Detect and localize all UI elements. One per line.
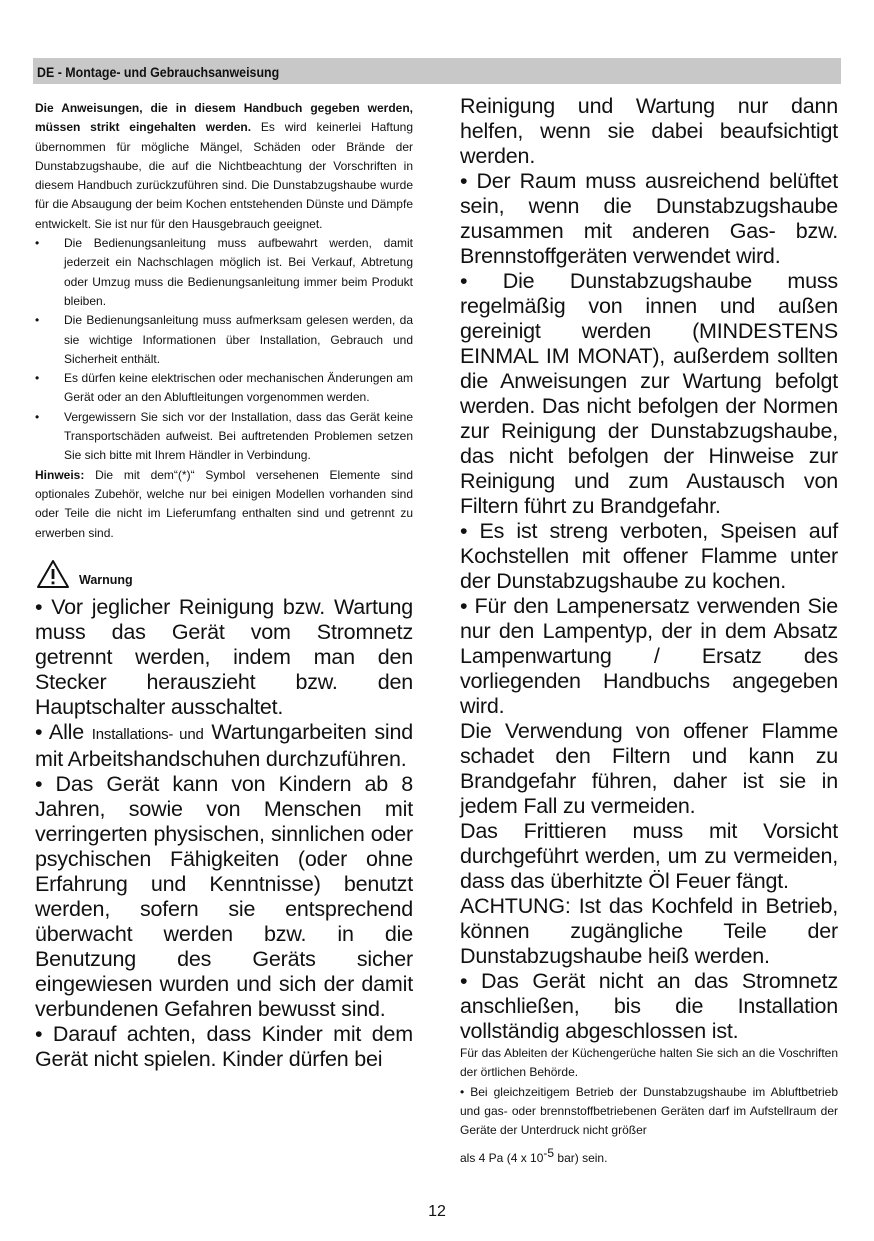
warning-text bbox=[35, 595, 413, 1072]
list-item: • Die Bedienungsanleitung muss aufbewahrt werden, damit jederzeit ein Nachschlagen möglich ist. Bei Verkauf, Abtretung oder Umzug muss die Bedienungsanleitung immer beim Produkt bleiben. bbox=[35, 236, 413, 308]
warning-paragraph: • Die Dunstabzugshaube muss regelmäßig von innen und außen gereinigt werden (MINDESTENS EINMAL IM MONAT), außerdem sollten die Anweisungen zur Wartung befolgt werden. Das nicht befolgen der Normen zur Reinigung der Dunstabzugshaube, das nicht befolgen der Hinweise zur Reinigung und zum Austausch von Filtern führt zu Brandgefahr. bbox=[460, 269, 838, 518]
warning-paragraph: Reinigung und Wartung nur dann helfen, wenn sie dabei beaufsichtigt werden. bbox=[460, 94, 838, 168]
intro-paragraph bbox=[35, 99, 413, 234]
warning-paragraph: Die Verwendung von offener Flamme schadet den Filtern und kann zu Brandgefahr führen, daher ist sie in jedem Fall zu vermeiden. bbox=[460, 719, 838, 818]
page-number: 12 bbox=[428, 1203, 446, 1220]
warning-triangle-icon bbox=[36, 559, 70, 589]
note-paragraph bbox=[35, 466, 413, 543]
list-item: • Die Bedienungsanleitung muss aufmerksam gelesen werden, da sie wichtige Informationen über Installation, Gebrauch und Sicherheit enthält. bbox=[35, 313, 413, 366]
list-item: • Es dürfen keine elektrischen oder mechanischen Änderungen am Gerät oder an den Abluftleitungen vorgenommen werden. bbox=[35, 371, 413, 405]
warning-paragraph: Das Frittieren muss mit Vorsicht durchgeführt werden, um zu vermeiden, dass das überhitzte Öl Feuer fängt. bbox=[460, 819, 838, 893]
instruction-list bbox=[35, 234, 413, 466]
warning-paragraph: • Der Raum muss ausreichend belüftet sein, wenn die Dunstabzugshaube zusammen mit anderen Gas- bzw. Brennstoffgeräten verwendet wird. bbox=[460, 169, 838, 268]
exhaust-notes bbox=[460, 1044, 838, 1169]
intro-text: Es wird keinerlei Haftung übernommen für mögliche Mängel, Schäden oder Brände der Dunstabzugshaube, die auf die Nichtbeachtung der Vorschriften in diesem Handbuch zurückzuführen sind. Die Dunstabzugshaube wurde für die Absaugung der beim Kochen entstehenden Dünste und Dämpfe entwickelt. Sie ist nur für den Hausgebrauch geeignet. bbox=[35, 120, 414, 231]
note-label: Hinweis: bbox=[35, 467, 85, 482]
warning-paragraph: ACHTUNG: Ist das Kochfeld in Betrieb, können zugängliche Teile der Dunstabzugshaube heiß werden. bbox=[460, 894, 838, 968]
warning-paragraph: • Für den Lampenersatz verwenden Sie nur den Lampentyp, der in dem Absatz Lampenwartung / Ersatz des vorliegenden Handbuchs angegeben wird. bbox=[460, 594, 838, 718]
warning-paragraph: • Alle Installations- und Wartungarbeiten sind mit Arbeitshandschuhen durchzuführen. bbox=[35, 719, 413, 771]
warning-paragraph: • Das Gerät nicht an das Stromnetz anschließen, bis die Installation vollständig abgeschlossen ist. bbox=[460, 969, 838, 1043]
warning-label: Warnung bbox=[79, 572, 133, 587]
warning-paragraph: • Vor jeglicher Reinigung bzw. Wartung muss das Gerät vom Stromnetz getrennt werden, indem man den Stecker herauszieht bzw. den Hauptschalter ausschaltet. bbox=[35, 594, 413, 719]
bullet-icon: • bbox=[35, 236, 40, 251]
bullet-icon: • bbox=[35, 409, 40, 424]
list-item: • Vergewissern Sie sich vor der Installation, dass das Gerät keine Transportschäden aufweist. Bei auftretenden Problemen setzen Sie sich bitte mit Ihrem Händler in Verbindung. bbox=[35, 409, 413, 463]
bullet-icon: • bbox=[35, 371, 40, 386]
section-header-bar bbox=[33, 58, 841, 84]
warning-heading bbox=[35, 557, 413, 595]
bullet-icon: • bbox=[35, 313, 40, 328]
note-text: Die mit dem“(*)“ Symbol versehenen Elemente sind optionales Zubehör, welche nur bei einigen Modellen vorhanden sind oder Teile die nicht im Lieferumfang enthalten sind und getrennt zu erwerben sind. bbox=[35, 467, 413, 540]
warning-paragraph: • Darauf achten, dass Kinder mit dem Gerät nicht spielen. Kinder dürfen bei bbox=[35, 1021, 413, 1071]
right-column bbox=[460, 94, 838, 1169]
exhaust-paragraph: • Bei gleichzeitigem Betrieb der Dunstabzugshaube im Abluftbetrieb und gas- oder brennstoffbetriebenen Geräten darf im Aufstellraum der Geräte der Unterdruck nicht größer bbox=[460, 1084, 838, 1138]
exhaust-paragraph: als 4 Pa (4 x $10^{-5}$ bar) sein. bbox=[460, 1146, 608, 1166]
warning-paragraph: • Das Gerät kann von Kindern ab 8 Jahren, sowie von Menschen mit verringerten physischen, sinnlichen oder psychischen Fähigkeiten (oder ohne Erfahrung und Kenntnisse) benutzt werden, sofern sie entsprechend überwacht werden bzw. in die Benutzung des Geräts sicher eingewiesen wurden und sich der damit verbundenen Gefahren bewusst sind. bbox=[35, 771, 413, 1021]
warning-text-continued bbox=[460, 94, 838, 1044]
warning-paragraph: • Es ist streng verboten, Speisen auf Kochstellen mit offener Flamme unter der Dunstabzugshaube zu kochen. bbox=[460, 519, 838, 593]
intro-bold-text: Die Anweisungen, die in diesem Handbuch gegeben werden, müssen strikt eingehalten werden. bbox=[35, 101, 413, 135]
section-title: DE - Montage- und Gebrauchsanweisung bbox=[37, 65, 280, 80]
exhaust-paragraph: Für das Ableiten der Küchengerüche halten Sie sich an die Voschriften der örtlichen Behörde. bbox=[460, 1046, 838, 1080]
left-column bbox=[35, 99, 413, 1072]
